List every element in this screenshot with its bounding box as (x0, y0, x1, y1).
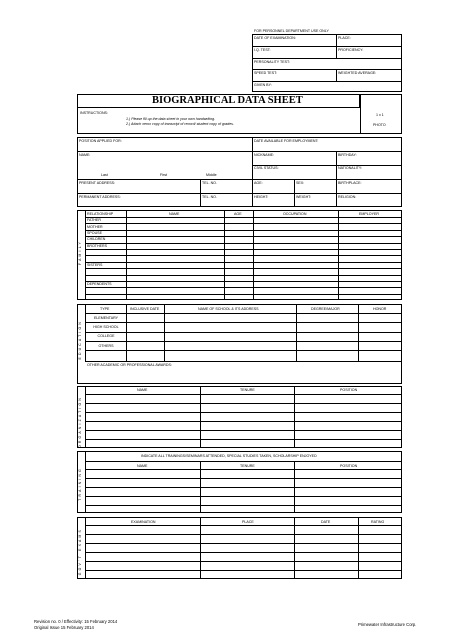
family-row: BROTHERS (87, 243, 107, 248)
col-employer: EMPLOYER (359, 212, 379, 216)
personnel-header: FOR PERSONNEL DEPARTMENT USE ONLY (254, 29, 329, 33)
first-name-caption: First (160, 173, 167, 177)
org-col-name: NAME (137, 388, 148, 392)
photo-label: PHOTO (373, 123, 386, 127)
place-field[interactable]: PLACE: (338, 36, 351, 40)
row-divider (85, 313, 402, 314)
row-divider (85, 412, 402, 413)
weighted-avg-field[interactable]: WEIGHTED AVERAGE: (338, 71, 377, 75)
row-divider (85, 322, 402, 323)
row-divider (85, 421, 402, 422)
training-side-label: TRAINING (78, 467, 82, 501)
family-row: SPOUSE (87, 231, 102, 235)
col-type: TYPE (100, 307, 110, 311)
organization-side-label: ORGANIZATION (78, 396, 82, 448)
name-field[interactable]: NAME: (79, 153, 91, 157)
exams-side-label: GOV'T EXAMS (78, 528, 82, 576)
instruction-1: 1.) Please fill up the data sheet in your own handwriting. (126, 117, 216, 121)
row-divider (85, 275, 402, 276)
row-divider (85, 478, 402, 479)
speed-test-field[interactable]: SPEED TEST: (254, 71, 277, 75)
proficiency-field[interactable]: PROFICIENCY: (338, 48, 364, 52)
education-row: ELEMENTARY (93, 315, 119, 320)
personality-field[interactable]: PERSONALITY TEST: (254, 60, 290, 64)
iq-test-field[interactable]: I.Q. TEST: (254, 48, 271, 52)
row-divider (85, 430, 402, 431)
education-side-label: EDUCATION (78, 320, 82, 360)
row-divider (85, 332, 402, 333)
row-divider (85, 217, 402, 218)
instruction-2: 2.) Attach xerox copy of transcript of record/ student copy of grades. (126, 122, 234, 126)
education-row: HIGH SCHOOL (93, 324, 119, 329)
family-row: SISTERS (87, 263, 103, 267)
row-divider (85, 268, 402, 269)
row-divider (85, 496, 402, 497)
row-divider (85, 287, 402, 288)
education-row: OTHERS (98, 343, 114, 348)
education-row: COLLEGE (97, 334, 115, 339)
row-divider (85, 281, 402, 282)
col-honor: HONOR (373, 307, 387, 311)
exams-col-examination: EXAMINATION (131, 520, 156, 524)
family-row: CHILDREN (87, 237, 106, 242)
given-by-field[interactable]: GIVEN BY: (254, 83, 272, 87)
row-divider (85, 230, 402, 231)
civil-status-field[interactable]: CIVIL STATUS: (254, 166, 279, 170)
row-divider (85, 255, 402, 256)
family-row: FATHER (87, 218, 101, 223)
row-divider (85, 525, 402, 526)
footer-revision: Revision no. 0 / Effectivity: 15 February 2014 (34, 619, 118, 624)
training-col-position: POSITION (340, 464, 358, 468)
row-divider (85, 350, 402, 351)
row-divider (85, 223, 402, 224)
tel-no-1-field[interactable]: TEL. NO. (202, 181, 217, 185)
row-divider (85, 561, 402, 562)
col-school: NAME OF SCHOOL & ITS ADDRESS (198, 307, 259, 311)
row-divider (85, 469, 402, 470)
religion-field[interactable]: RELIGION: (338, 195, 357, 199)
org-col-tenure: TENURE (240, 388, 255, 392)
exams-col-rating: RATING (371, 520, 385, 524)
col-occupation: OCCUPATION (283, 212, 307, 216)
position-applied-field[interactable]: POSITION APPLIED FOR: (79, 139, 122, 143)
exams-col-place: PLACE (242, 520, 254, 524)
family-row: DEPENDENTS (87, 282, 112, 287)
row-divider (85, 543, 402, 544)
nationality-field[interactable]: NATIONALITY: (338, 166, 363, 170)
birthplace-field[interactable]: BIRTHPLACE: (338, 181, 362, 185)
instructions-label: INSTRUCTIONS: (80, 111, 108, 115)
present-address-field[interactable]: PRESENT ADDRESS: (79, 181, 116, 185)
page-title: BIOGRAPHICAL DATA SHEET (152, 95, 303, 106)
training-col-name: NAME (137, 464, 148, 468)
col-age: AGE (234, 212, 242, 216)
row-divider (85, 487, 402, 488)
row-divider (85, 262, 402, 263)
last-name-caption: Last (101, 173, 108, 177)
row-divider (85, 294, 402, 295)
row-divider (85, 394, 402, 395)
col-inclusive-date: INCLUSIVE DATE (130, 307, 160, 311)
row-divider (85, 570, 402, 571)
exams-col-date: DATE (321, 520, 331, 524)
permanent-address-field[interactable]: PERMANENT ADDRESS: (79, 195, 121, 199)
row-divider (85, 505, 402, 506)
weight-field[interactable]: WEIGHT: (296, 195, 311, 199)
date-available-field[interactable]: DATE AVAILABLE FOR EMPLOYMENT: (254, 139, 319, 143)
row-divider (85, 243, 402, 244)
height-field[interactable]: HEIGHT: (254, 195, 269, 199)
middle-name-caption: Middle (206, 173, 217, 177)
nickname-field[interactable]: NICKNAME: (254, 153, 274, 157)
awards-field[interactable]: OTHER ACADEMIC OR PROFESSIONAL AWARDS: (87, 363, 172, 367)
birthday-field[interactable]: BIRTHDAY: (338, 153, 357, 157)
org-col-position: POSITION (340, 388, 358, 392)
photo-size: 1 x 1 (376, 113, 384, 117)
training-header: INDICATE ALL TRAININGS/SEMINARS ATTENDED, SPECIAL STUDIES TAKEN, SCHOLARSHIP ENJOYED (141, 454, 317, 458)
col-degree: DEGREE/MAJOR (311, 307, 340, 311)
family-side-label: FAMILY (78, 240, 82, 266)
row-divider (85, 341, 402, 342)
age-field[interactable]: AGE: (254, 181, 263, 185)
row-divider (85, 439, 402, 440)
tel-no-2-field[interactable]: TEL. NO. (202, 195, 217, 199)
row-divider (85, 249, 402, 250)
col-relationship: RELATIONSHIP (87, 212, 114, 216)
training-col-tenure: TENURE (240, 464, 255, 468)
row-divider (85, 552, 402, 553)
date-exam-field[interactable]: DATE OF EXAMINATION: (254, 36, 296, 40)
footer-original-issue: Original Issue 15 February 2014 (34, 625, 94, 630)
row-divider (85, 534, 402, 535)
sex-field[interactable]: SEX: (296, 181, 305, 185)
col-name: NAME (169, 212, 180, 216)
row-divider (85, 403, 402, 404)
family-row: MOTHER (87, 224, 103, 229)
footer-company: Primewater Infrastructure Corp. (358, 622, 417, 627)
row-divider (85, 236, 402, 237)
